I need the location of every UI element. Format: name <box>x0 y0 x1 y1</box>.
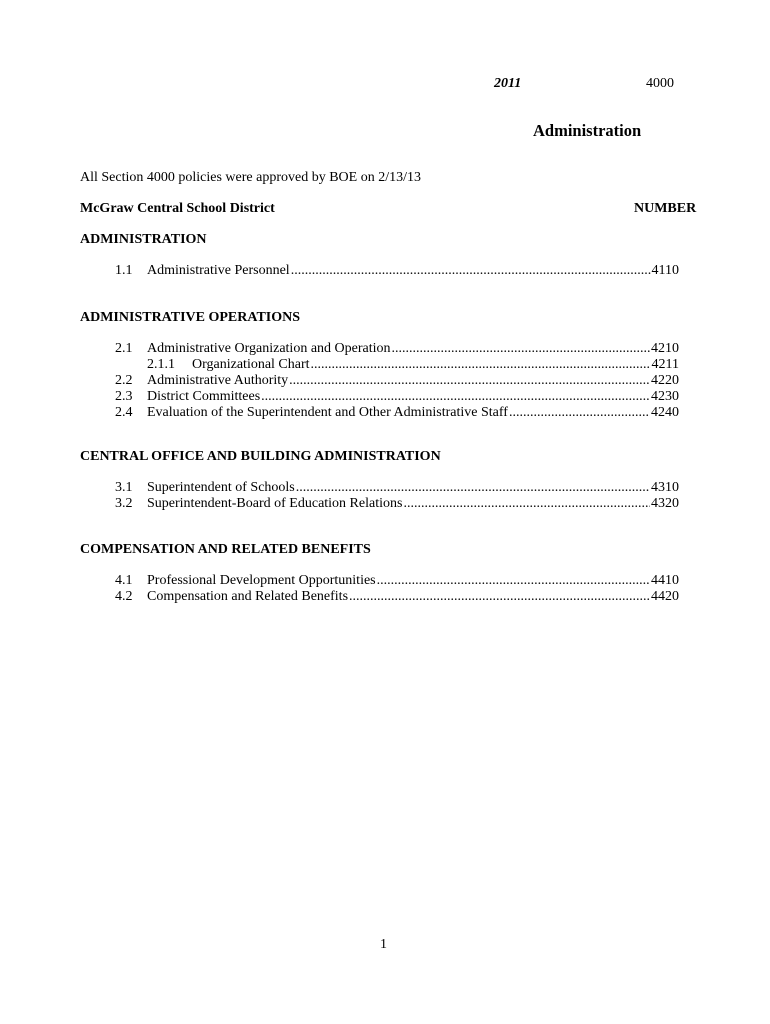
page-number: 1 <box>380 937 387 952</box>
toc-entry-number: 2.2 <box>115 373 133 388</box>
toc-entry-policy-number: 4211 <box>651 357 679 372</box>
toc-entry-title: Professional Development Opportunities <box>147 573 376 588</box>
toc-entry-number: 2.3 <box>115 389 133 404</box>
dot-leader <box>311 357 651 373</box>
dot-leader <box>261 389 650 405</box>
toc-entry-policy-number: 4420 <box>651 589 679 604</box>
toc-entry-title: Evaluation of the Superintendent and Other Administrative Staff <box>147 405 508 420</box>
section-heading-central-office: CENTRAL OFFICE AND BUILDING ADMINISTRATION <box>80 449 441 464</box>
section-heading-administrative-operations: ADMINISTRATIVE OPERATIONS <box>80 310 301 325</box>
dot-leader <box>349 589 650 605</box>
toc-entry-policy-number: 4220 <box>651 373 679 388</box>
toc-entry-policy-number: 4230 <box>651 389 679 404</box>
dot-leader <box>509 405 650 421</box>
toc-entry-title: Administrative Organization and Operation <box>147 341 391 356</box>
toc-entry-title: Administrative Authority <box>147 373 289 388</box>
header-series-number: 4000 <box>646 76 674 91</box>
toc-entry-title: Administrative Personnel <box>147 263 290 278</box>
section-heading-administration: ADMINISTRATION <box>80 232 207 247</box>
toc-entry <box>115 496 679 512</box>
toc-entry-number: 1.1 <box>115 263 133 278</box>
dot-leader <box>392 341 650 357</box>
toc-entry-policy-number: 4310 <box>651 480 679 495</box>
number-column-label: NUMBER <box>634 201 697 216</box>
document-title: Administration <box>533 121 642 140</box>
toc-entry-policy-number: 4110 <box>651 263 679 278</box>
toc-subentry <box>115 357 679 373</box>
header-year: 2011 <box>494 76 522 91</box>
toc-entry <box>115 263 679 279</box>
toc-entry-policy-number: 4240 <box>651 405 679 420</box>
toc-entry-policy-number: 4320 <box>651 496 679 511</box>
toc-entry <box>115 341 679 357</box>
toc-entry-title: Organizational Chart <box>192 357 310 372</box>
toc-entry-policy-number: 4410 <box>651 573 679 588</box>
toc-entry <box>115 589 679 605</box>
toc-entry-number: 4.2 <box>115 589 133 604</box>
dot-leader <box>289 373 650 389</box>
toc-entry-title: Superintendent of Schools <box>147 480 295 495</box>
toc-entry-number: 2.1 <box>115 341 133 356</box>
toc-entry-number: 3.2 <box>115 496 133 511</box>
toc-entry <box>115 480 679 496</box>
toc-entry-number: 4.1 <box>115 573 133 588</box>
toc-entry-number: 2.1.1 <box>147 357 175 372</box>
toc-entry-title: District Committees <box>147 389 261 404</box>
dot-leader <box>291 263 651 279</box>
toc-entry <box>115 373 679 389</box>
toc-list-administrative-operations <box>115 341 679 421</box>
toc-entry-number: 2.4 <box>115 405 133 420</box>
section-heading-compensation: COMPENSATION AND RELATED BENEFITS <box>80 542 371 557</box>
toc-entry-title: Compensation and Related Benefits <box>147 589 349 604</box>
dot-leader <box>296 480 650 496</box>
toc-list-administration <box>115 263 679 279</box>
approval-note: All Section 4000 policies were approved by BOE on 2/13/13 <box>80 170 421 185</box>
toc-list-central-office <box>115 480 679 512</box>
toc-entry-title: Superintendent-Board of Education Relations <box>147 496 403 511</box>
toc-entry <box>115 405 679 421</box>
toc-entry-policy-number: 4210 <box>651 341 679 356</box>
dot-leader <box>377 573 650 589</box>
toc-entry <box>115 389 679 405</box>
district-name: McGraw Central School District <box>80 201 275 216</box>
toc-entry-number: 3.1 <box>115 480 133 495</box>
dot-leader <box>403 496 650 512</box>
toc-entry <box>115 573 679 589</box>
toc-list-compensation <box>115 573 679 605</box>
